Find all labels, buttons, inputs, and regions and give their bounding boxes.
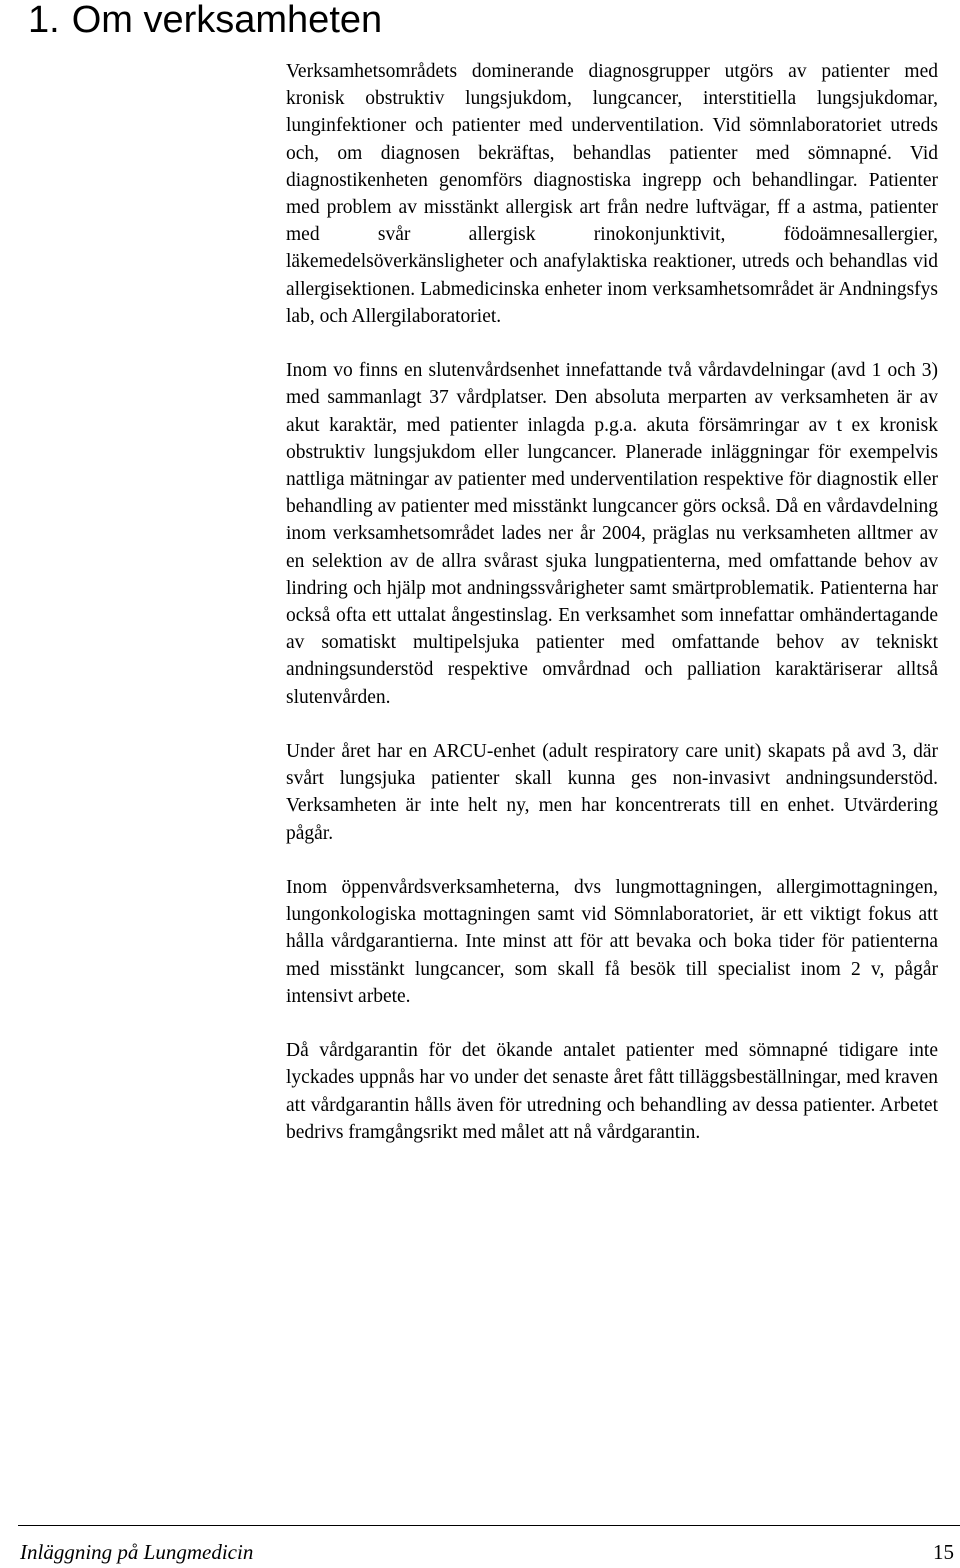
paragraph-diagnosis-groups: Verksamhetsområdets dominerande diagnosgrupper utgörs av patienter med kronisk obstruktiv lungsjukdom, lungcancer, interstitiella lungsjukdomar, lunginfektioner och patienter med underventilation. Vid sömnlaboratoriet utreds och, om diagnosen bekräftas, behandlas patienter med sömnapné. Vid diagnostikenheten genomförs diagnostiska ingrepp och behandlingar. Patienter med problem av misstänkt allergisk art från nedre luftvägar, ff a astma, patienter med svår allergisk rinokonjunktivit, födoämnesallergier, läkemedelsöverkänsligheter och anafylaktiska reaktioner, utreds och behandlas vid allergisektionen. Labmedicinska enheter inom verksamhetsområdet är Andningsfys lab, och Allergilaboratoriet.: [286, 61, 938, 327]
section-title: Om verksamheten: [71, 0, 383, 41]
section-number: 1.: [28, 0, 60, 41]
paragraph-inpatient-care: Inom vo finns en slutenvårdsenhet innefattande två vårdavdelningar (avd 1 och 3) med sammanlagt 37 vårdplatser. Den absoluta merparten av verksamheten är av akut karaktär, med patienter inlagda p.g.a. akuta försämringar av t ex kronisk obstruktiv lungsjukdom eller lungcancer. Planerade inläggningar för exempelvis nattliga mätningar av patienter med underventilation respektive för diagnostik eller behandling av patienter med misstänkt lungcancer görs också. Då en vårdavdelning inom verksamhetsområdet lades ner år 2004, präglas nu verksamheten alltmer av en selektion av de allra svårast sjuka lungpatienterna, med omfattande behov av lindring och hjälp mot andningssvårigheter samt smärtproblematik. Patienterna har också ofta ett uttalat ångestinslag. En verksamhet som innefattar omhändertagande av somatiskt multipelsjuka patienter med omfattande behov av tekniskt andningsunderstöd respektive omvårdnad och palliation karaktäriserar alltså slutenvården.: [286, 360, 938, 708]
paragraph-arcu-unit: Under året har en ARCU-enhet (adult respiratory care unit) skapats på avd 3, där svårt lungsjuka patienter skall kunna ges non-invasivt andningsunderstöd. Verksamheten är inte helt ny, men har koncentrerats till en enhet. Utvärdering pågår.: [286, 741, 938, 844]
section-heading: [28, 0, 382, 42]
paragraph-care-guarantee: Då vårdgarantin för det ökande antalet patienter med sömnapné tidigare inte lyckades uppnås har vo under det senaste året fått tilläggsbeställningar, med kraven att vårdgarantin hålls även för utredning och behandling av dessa patienter. Arbetet bedrivs framgångsrikt med målet att nå vårdgarantin.: [286, 1040, 938, 1143]
footer-document-title: Inläggning på Lungmedicin: [20, 1540, 254, 1564]
paragraph-outpatient-care: Inom öppenvårdsverksamheterna, dvs lungmottagningen, allergimottagningen, lungonkologiska mottagningen samt vid Sömnlaboratoriet, är ett viktigt fokus att hålla vårdgarantierna. Inte minst att för att bevaka och boka tider för patienterna med misstänkt lungcancer, som skall få besök till specialist inom 2 v, pågår intensivt arbete.: [286, 877, 938, 1007]
footer-divider: [18, 1525, 960, 1526]
page-number: 15: [933, 1540, 954, 1564]
body-text: [286, 58, 938, 1173]
